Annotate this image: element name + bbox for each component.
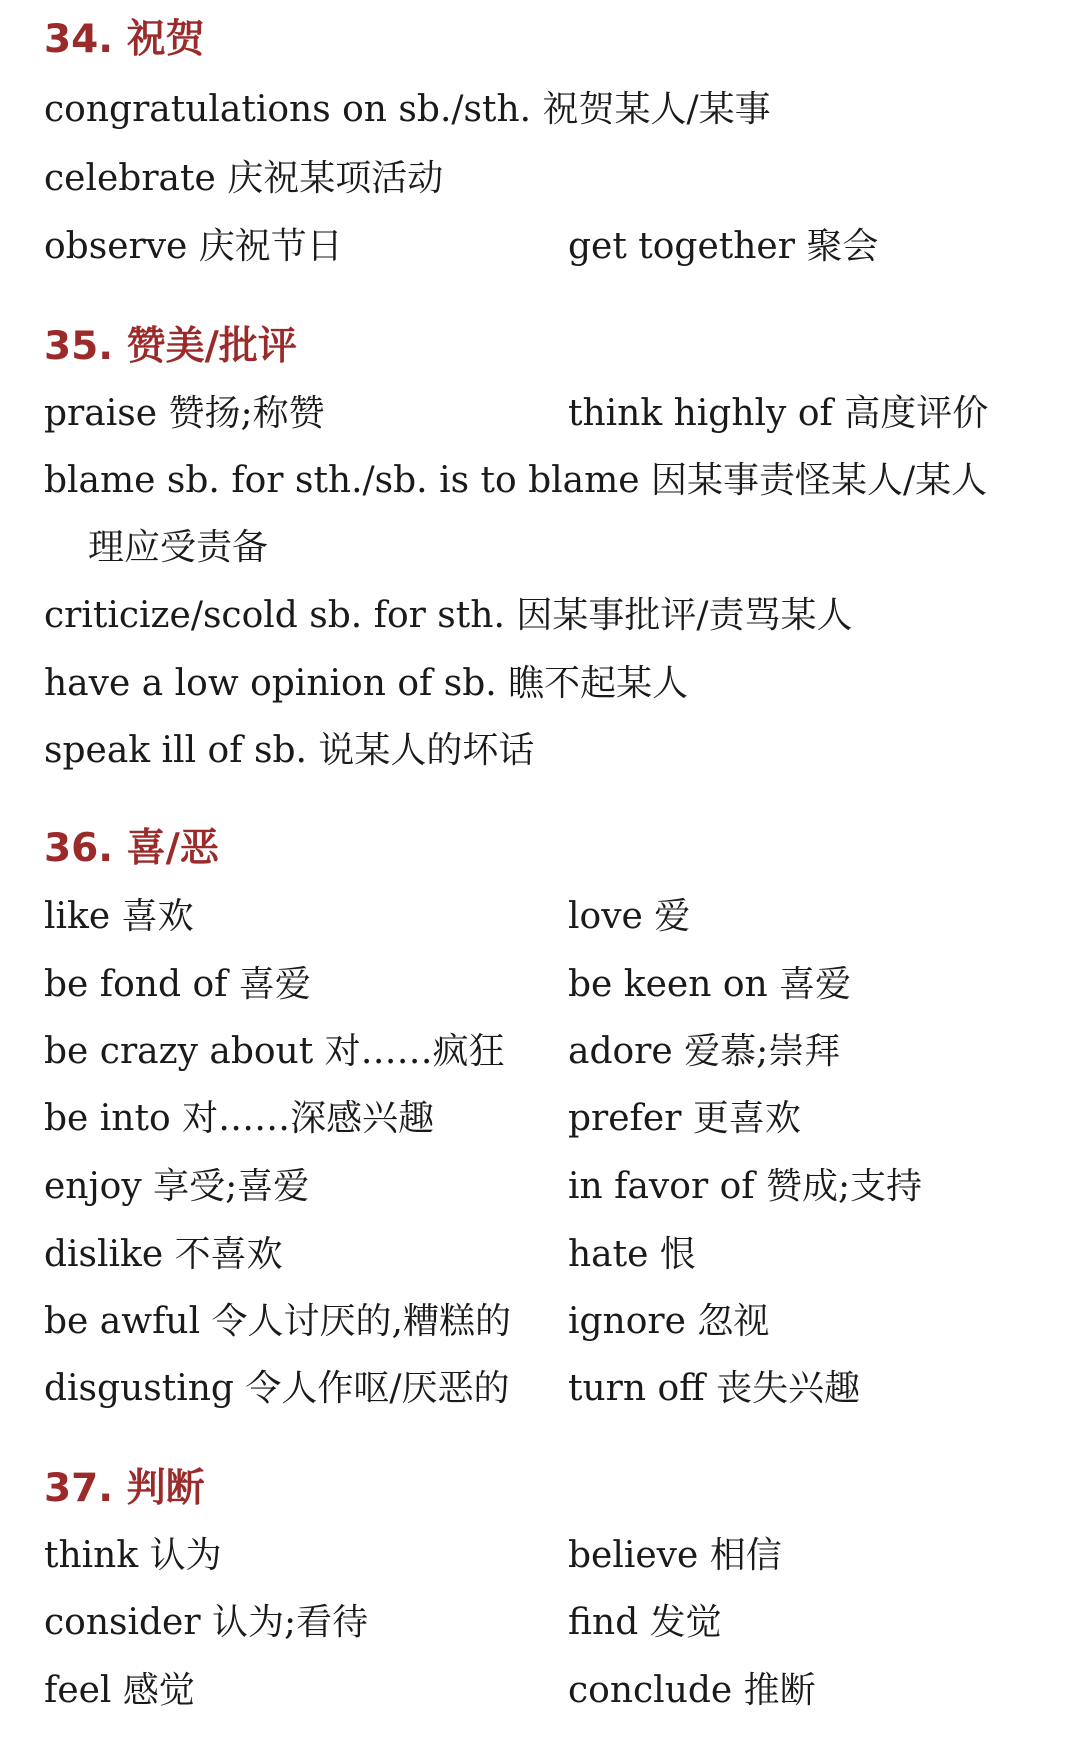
entry-find: find 发觉 <box>568 1602 722 1643</box>
entry-consider: consider 认为;看待 <box>44 1602 369 1643</box>
entry-speak-ill: speak ill of sb. 说某人的坏话 <box>44 730 535 771</box>
entry-be-crazy-about: be crazy about 对……疯狂 <box>44 1031 505 1072</box>
entry-be-fond-of: be fond of 喜爱 <box>44 964 311 1005</box>
section-heading-36: 36. 喜/恶 <box>44 826 219 871</box>
entry-like: like 喜欢 <box>44 896 194 937</box>
entry-adore: adore 爱慕;崇拜 <box>568 1031 841 1072</box>
entry-be-into: be into 对……深感兴趣 <box>44 1098 435 1139</box>
entry-observe: observe 庆祝节日 <box>44 226 343 267</box>
entry-praise: praise 赞扬;称赞 <box>44 393 325 434</box>
entry-dislike: dislike 不喜欢 <box>44 1234 283 1275</box>
entry-blame: blame sb. for sth./sb. is to blame 因某事责怪某人/某人 <box>44 460 988 501</box>
entry-enjoy: enjoy 享受;喜爱 <box>44 1166 310 1207</box>
entry-congratulations: congratulations on sb./sth. 祝贺某人/某事 <box>44 89 771 130</box>
entry-feel: feel 感觉 <box>44 1670 195 1711</box>
entry-celebrate: celebrate 庆祝某项活动 <box>44 158 444 199</box>
entry-prefer: prefer 更喜欢 <box>568 1098 801 1139</box>
entry-get-together: get together 聚会 <box>568 226 879 267</box>
entry-disgusting: disgusting 令人作呕/厌恶的 <box>44 1368 510 1409</box>
entry-criticize: criticize/scold sb. for sth. 因某事批评/责骂某人 <box>44 595 853 636</box>
entry-conclude: conclude 推断 <box>568 1670 816 1711</box>
entry-low-opinion: have a low opinion of sb. 瞧不起某人 <box>44 663 689 704</box>
section-heading-35: 35. 赞美/批评 <box>44 324 297 369</box>
entry-be-awful: be awful 令人讨厌的,糟糕的 <box>44 1301 511 1342</box>
section-heading-34: 34. 祝贺 <box>44 17 205 62</box>
entry-in-favor-of: in favor of 赞成;支持 <box>568 1166 923 1207</box>
entry-hate: hate 恨 <box>568 1234 696 1275</box>
entry-ignore: ignore 忽视 <box>568 1301 770 1342</box>
entry-believe: believe 相信 <box>568 1535 782 1576</box>
entry-love: love 爱 <box>568 896 691 937</box>
section-heading-37: 37. 判断 <box>44 1466 205 1511</box>
entry-blame-continued: 理应受责备 <box>88 527 269 568</box>
entry-think: think 认为 <box>44 1535 222 1576</box>
entry-think-highly-of: think highly of 高度评价 <box>568 393 989 434</box>
entry-be-keen-on: be keen on 喜爱 <box>568 964 852 1005</box>
entry-turn-off: turn off 丧失兴趣 <box>568 1368 861 1409</box>
